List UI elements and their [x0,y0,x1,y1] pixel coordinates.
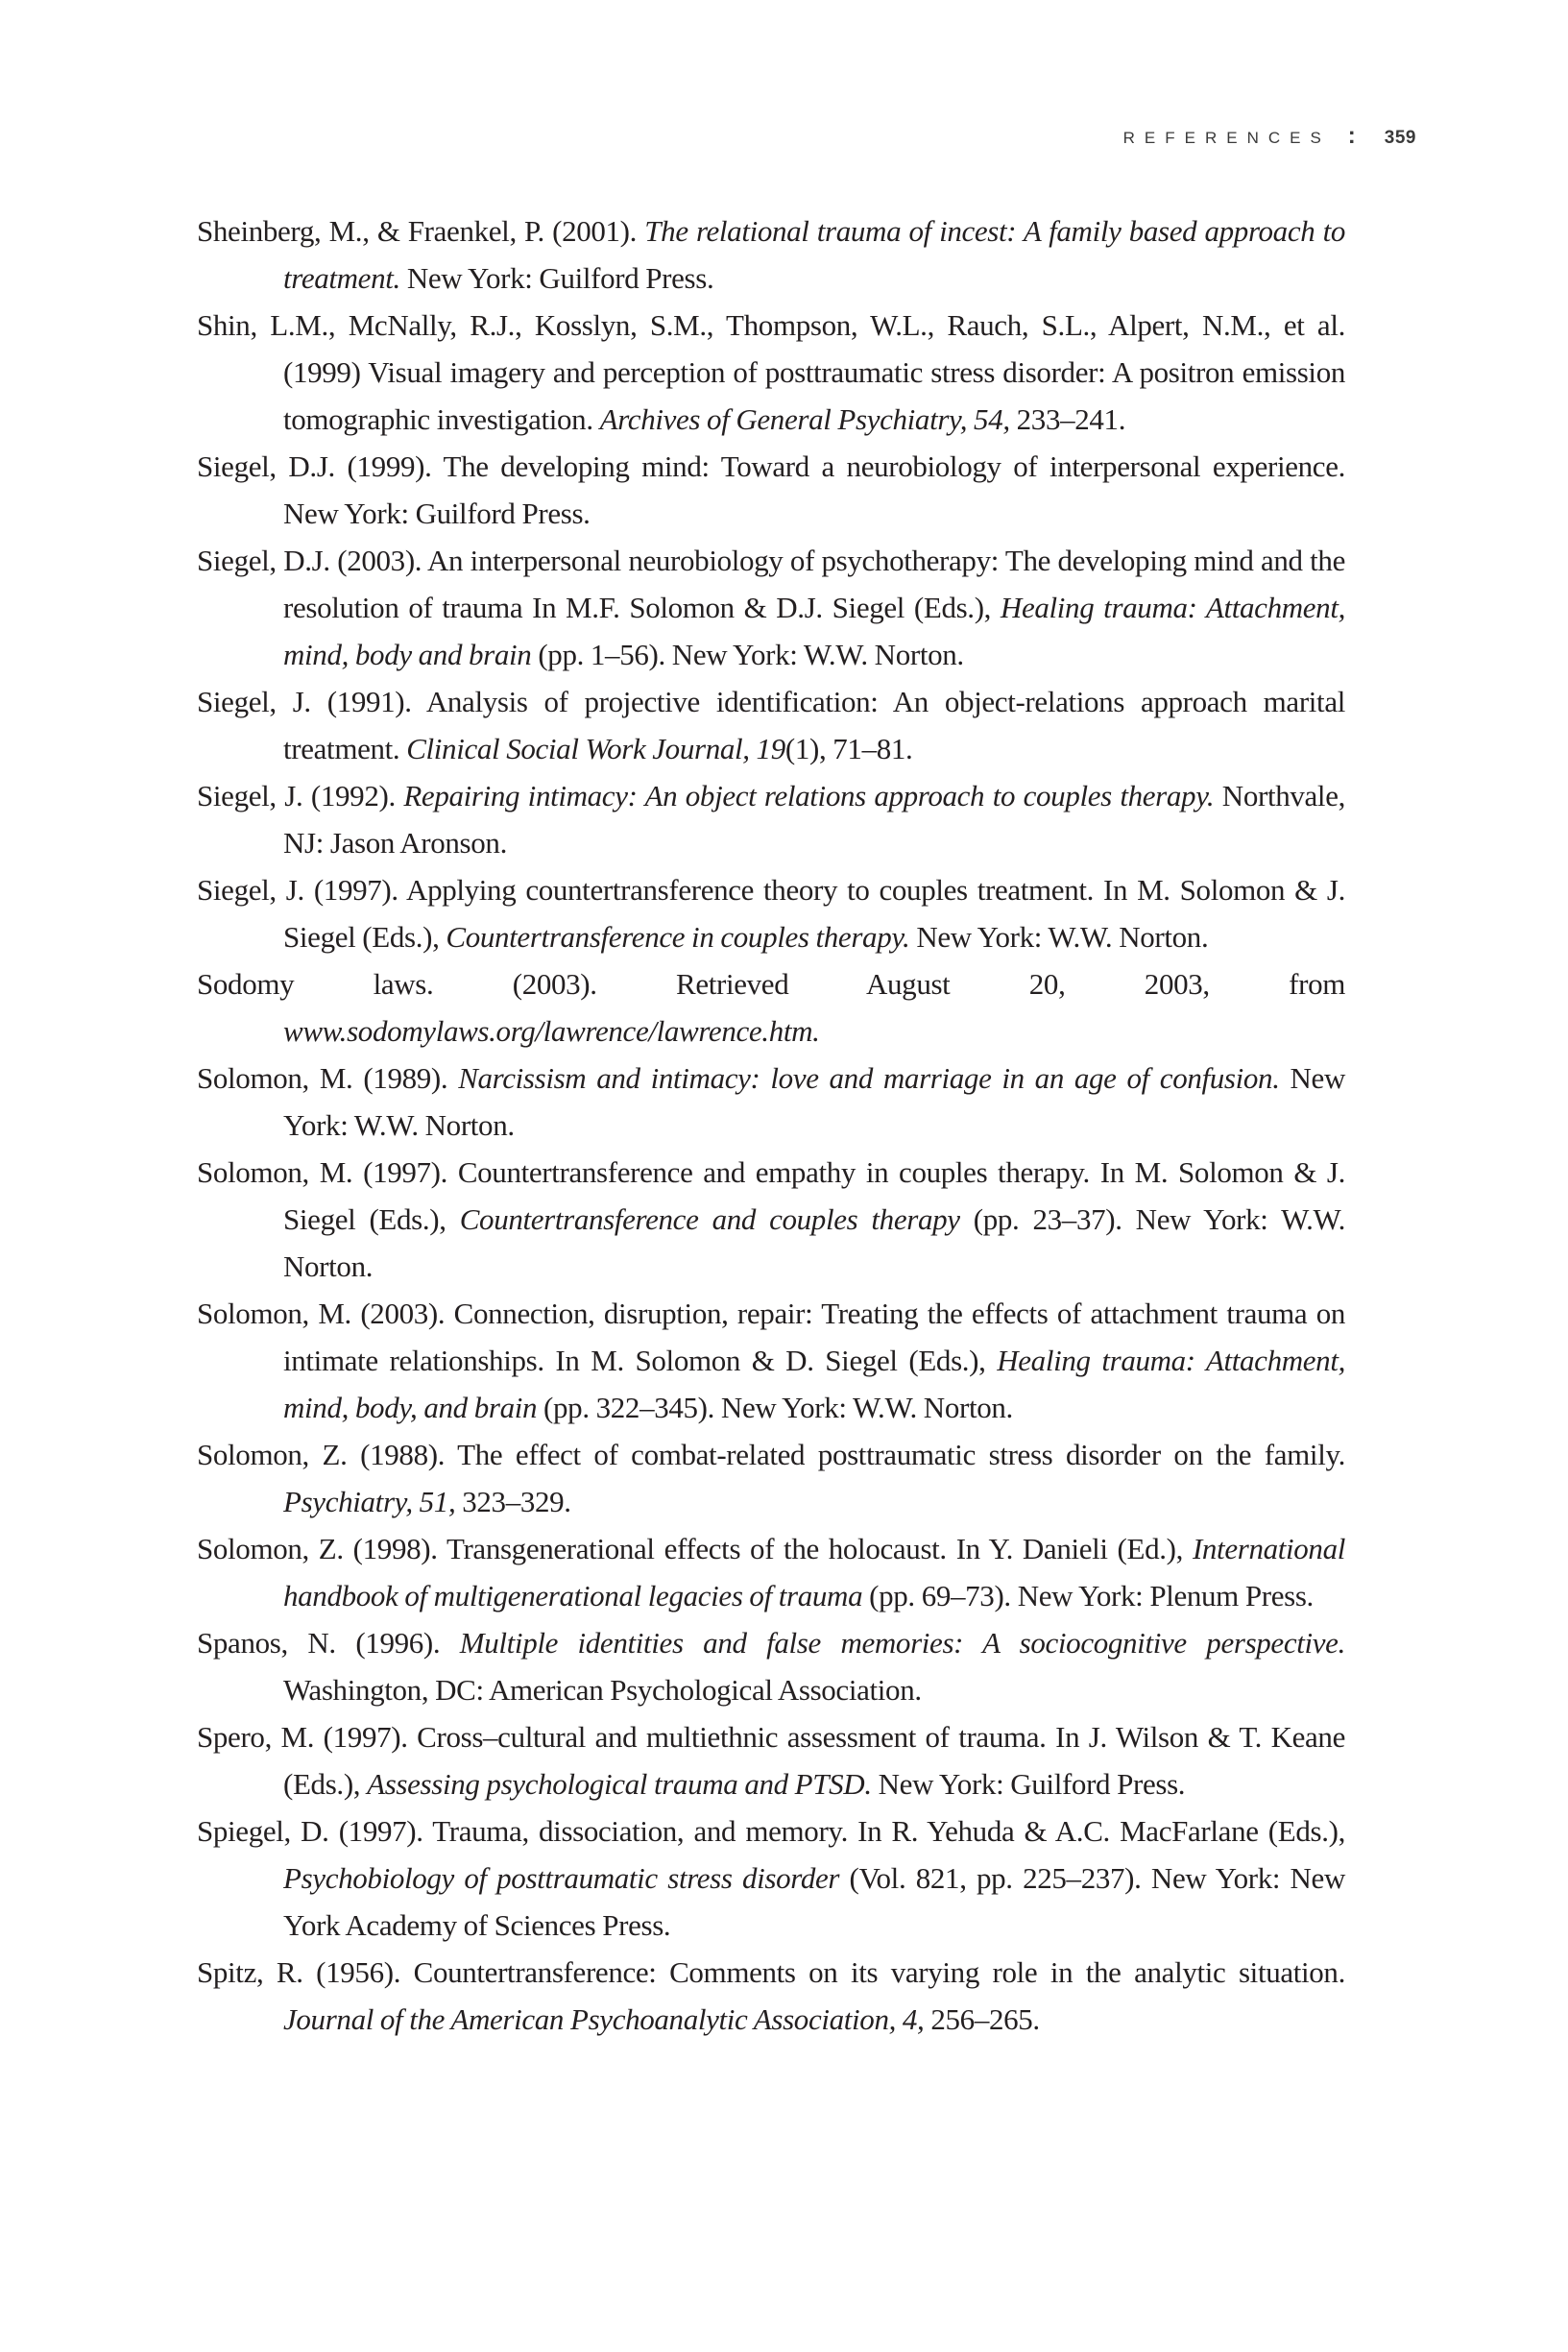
reference-text: Solomon, Z. (1998). Transgenerational effects of the holocaust. In Y. Danieli (Ed.), [197,1532,1193,1565]
reference-entry [197,537,1345,678]
reference-publisher: (pp. 322–345). New York: W.W. Norton. [537,1391,1013,1424]
reference-text: Spero, M. (1997). Cross–cultural and multiethnic assessment of trauma. In J. Wilson & T. Keane (Eds.), [197,1720,1345,1801]
reference-publisher: 323–329. [455,1485,571,1518]
reference-entry [197,207,1345,302]
reference-publisher: New York: Guilford Press. [871,1767,1186,1801]
reference-text: Siegel, D.J. (1999). The developing mind: Toward a neurobiology of interpersonal experience. New York: Guilford Press. [197,449,1345,530]
reference-publisher: 233–241. [1009,402,1126,436]
reference-text: Shin, L.M., McNally, R.J., Kosslyn, S.M., Thompson, W.L., Rauch, S.L., Alpert, N.M., et al. (1999) Visual imagery and perception of posttraumatic stress disorder: A positron emission tomographic investigation. [197,308,1345,436]
reference-entry [197,1431,1345,1525]
reference-entry [197,866,1345,960]
reference-url: www.sodomylaws.org/lawrence/lawrence.htm. [283,1014,820,1048]
reference-entry [197,1619,1345,1713]
reference-publisher: Washington, DC: American Psychological Association. [283,1673,922,1707]
reference-publisher: (1), 71–81. [784,732,913,765]
reference-entry [197,772,1345,866]
reference-text: Solomon, M. (1989). [197,1061,459,1095]
reference-entry [197,1949,1345,2043]
running-head-section: REFERENCES [1122,129,1331,147]
reference-publisher: New York: W.W. Norton. [283,1061,1345,1142]
reference-entry [197,1055,1345,1149]
reference-publisher: (pp. 23–37). New York: W.W. Norton. [283,1202,1345,1283]
reference-title: International handbook of multigenerational legacies of trauma [283,1532,1345,1612]
reference-entry [197,1290,1345,1431]
reference-publisher: (pp. 69–73). New York: Plenum Press. [862,1579,1314,1612]
reference-text: Sheinberg, M., & Fraenkel, P. (2001). [197,214,645,248]
reference-title: Repairing intimacy: An object relations approach to couples therapy. [403,779,1215,812]
reference-title: The relational trauma of incest: A family based approach to treatment. [283,214,1345,295]
reference-title: Healing trauma: Attachment, mind, body, and brain [283,1344,1345,1424]
reference-publisher: (pp. 1–56). New York: W.W. Norton. [531,638,964,671]
page-number: 359 [1384,128,1416,148]
reference-text: Sodomy laws. (2003). Retrieved August 20, 2003, from [197,967,1345,1001]
reference-title: Narcissism and intimacy: love and marriage in an age of confusion. [458,1061,1280,1095]
reference-title: Journal of the American Psychoanalytic Association, 4, [283,2002,925,2036]
reference-entry [197,1149,1345,1290]
reference-title: Healing trauma: Attachment, mind, body and brain [283,591,1345,671]
reference-text: Siegel, J. (1997). Applying countertransference theory to couples treatment. In M. Solomon & J. Siegel (Eds.), [197,873,1345,954]
reference-entry [197,302,1345,443]
reference-title: Psychobiology of posttraumatic stress disorder [283,1861,840,1895]
reference-title: Archives of General Psychiatry, 54, [599,402,1010,436]
running-head [1123,123,1416,150]
reference-publisher: Northvale, NJ: Jason Aronson. [283,779,1345,860]
reference-text: Solomon, Z. (1988). The effect of combat-related posttraumatic stress disorder on the family. [197,1438,1345,1471]
reference-title: Countertransference in couples therapy. [446,920,910,954]
reference-text: Solomon, M. (1997). Countertransference and empathy in couples therapy. In M. Solomon & J. Siegel (Eds.), [197,1155,1345,1236]
reference-publisher: New York: W.W. Norton. [909,920,1209,954]
reference-title: Assessing psychological trauma and PTSD. [367,1767,872,1801]
reference-entry [197,678,1345,772]
reference-text: Spanos, N. (1996). [197,1626,460,1660]
reference-text: Spiegel, D. (1997). Trauma, dissociation, and memory. In R. Yehuda & A.C. MacFarlane (Eds.), [197,1814,1345,1848]
reference-text: Siegel, D.J. (2003). An interpersonal neurobiology of psychotherapy: The developing mind and the resolution of trauma In M.F. Solomon & D.J. Siegel (Eds.), [197,544,1345,624]
reference-publisher: (Vol. 821, pp. 225–237). New York: New York Academy of Sciences Press. [283,1861,1345,1942]
reference-title: Clinical Social Work Journal, 19 [406,732,785,765]
reference-text: Siegel, J. (1992). [197,779,404,812]
reference-text: Siegel, J. (1991). Analysis of projective identification: An object-relations approach marital treatment. [197,685,1345,765]
reference-title: Psychiatry, 51, [283,1485,456,1518]
reference-entry [197,1525,1345,1619]
reference-text: Solomon, M. (2003). Connection, disruption, repair: Treating the effects of attachment trauma on intimate relationships. In M. Solomon & D. Siegel (Eds.), [197,1297,1345,1377]
reference-entry [197,1713,1345,1807]
reference-list [197,207,1345,2043]
reference-entry [197,960,1345,1055]
reference-publisher: 256–265. [924,2002,1040,2036]
reference-title: Countertransference and couples therapy [459,1202,960,1236]
reference-text: Spitz, R. (1956). Countertransference: Comments on its varying role in the analytic situation. [197,1955,1345,1989]
reference-entry [197,1807,1345,1949]
reference-title: Multiple identities and false memories: A sociocognitive perspective. [459,1626,1345,1660]
reference-publisher: New York: Guilford Press. [399,261,714,295]
reference-entry [197,443,1345,537]
running-head-separator: : [1347,123,1356,149]
